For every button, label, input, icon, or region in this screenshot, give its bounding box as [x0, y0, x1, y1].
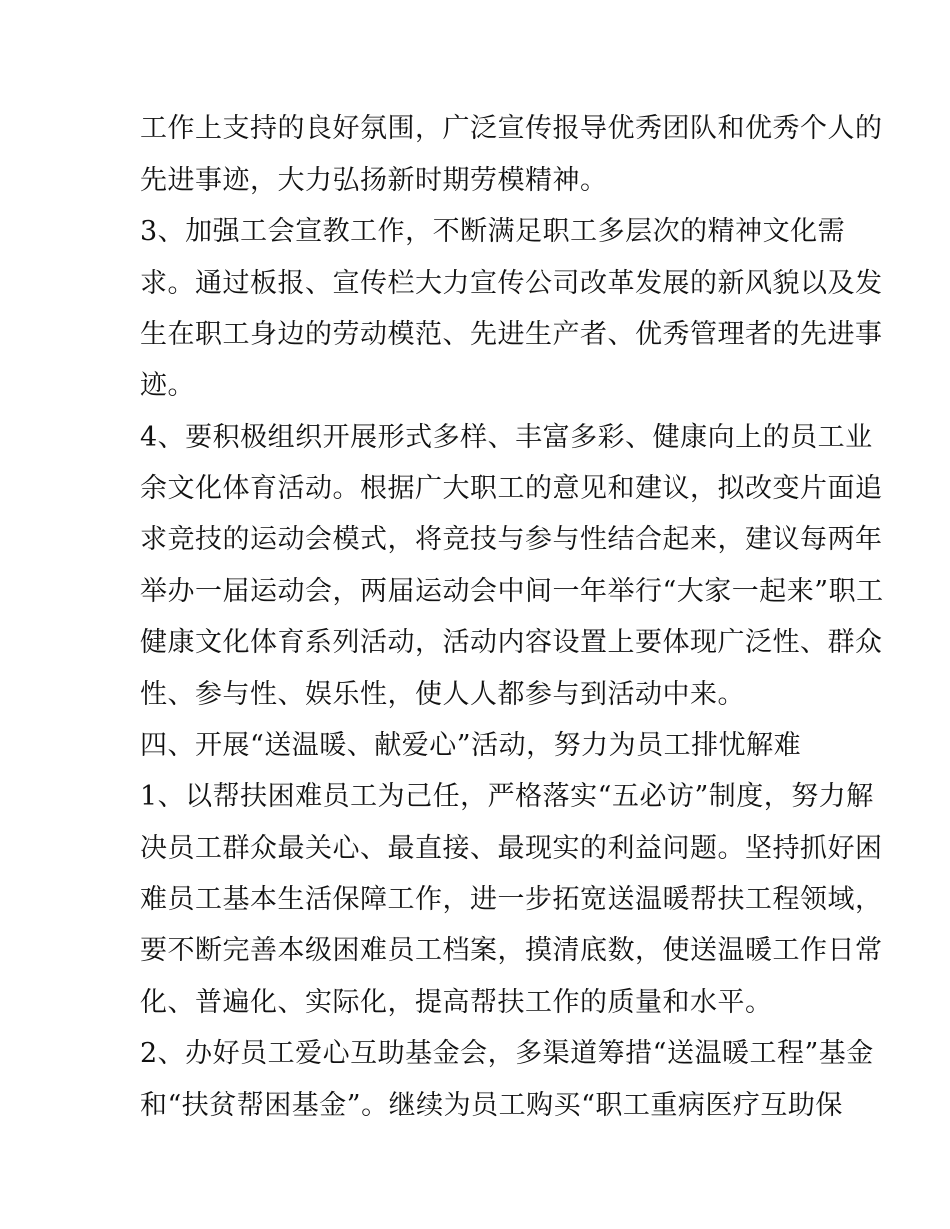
- text-line: 4、要积极组织开展形式多样、丰富多彩、健康向上的员工业: [140, 422, 873, 453]
- text-line: 健康文化体育系列活动，活动内容设置上要体现广泛性、群众: [140, 627, 883, 658]
- text-line: 2、办好员工爱心互助基金会，多渠道筹措“送温暖工程”基金: [140, 1038, 874, 1069]
- text-line: 工作上支持的良好氛围，广泛宣传报导优秀团队和优秀个人的: [140, 113, 883, 144]
- text-line: 1、以帮扶困难员工为己任，严格落实“五必访”制度，努力解: [140, 781, 874, 812]
- text-line: 要不断完善本级困难员工档案，摸清底数，使送温暖工作日常: [140, 935, 883, 966]
- text-line: 先进事迹，大力弘扬新时期劳模精神。: [140, 165, 608, 196]
- text-line: 生在职工身边的劳动模范、先进生产者、优秀管理者的先进事: [140, 319, 883, 350]
- text-line: 求竞技的运动会模式，将竞技与参与性结合起来，建议每两年: [140, 524, 883, 555]
- section-heading: 四、开展“送温暖、献爱心”活动，努力为员工排忧解难: [140, 730, 802, 761]
- text-line: 迹。: [140, 370, 195, 401]
- text-line: 性、参与性、娱乐性，使人人都参与到活动中来。: [140, 679, 745, 710]
- text-line: 难员工基本生活保障工作，进一步拓宽送温暖帮扶工程领域，: [140, 884, 883, 915]
- text-line: 3、加强工会宣教工作，不断满足职工多层次的精神文化需: [140, 216, 846, 247]
- text-line: 化、普遍化、实际化，提高帮扶工作的质量和水平。: [140, 987, 773, 1018]
- text-line: 举办一届运动会，两届运动会中间一年举行“大家一起来”职工: [140, 576, 884, 607]
- text-line: 和“扶贫帮困基金”。继续为员工购买“职工重病医疗互助保: [140, 1090, 843, 1121]
- text-line: 余文化体育活动。根据广大职工的意见和建议，拟改变片面追: [140, 473, 883, 504]
- text-line: 决员工群众最关心、最直接、最现实的利益问题。坚持抓好困: [140, 833, 883, 864]
- text-line: 求。通过板报、宣传栏大力宣传公司改革发展的新风貌以及发: [140, 268, 883, 299]
